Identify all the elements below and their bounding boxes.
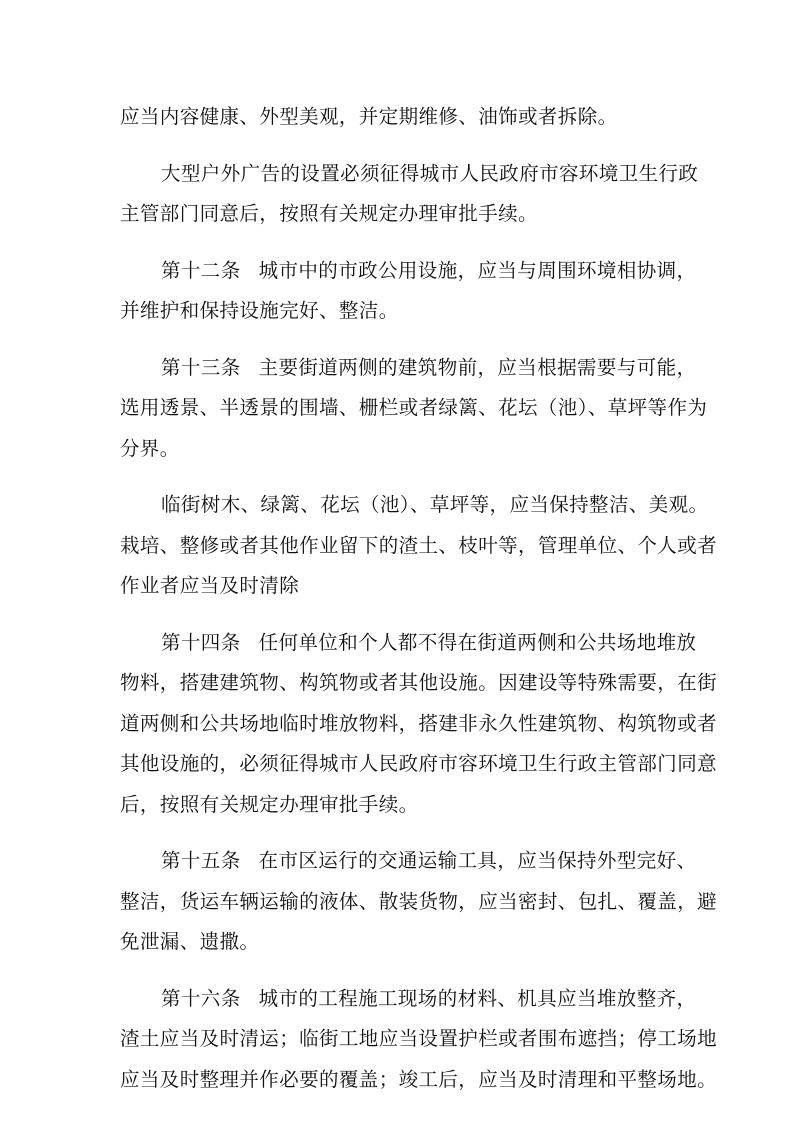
text-line: 栽培、整修或者其他作业留下的渣土、枝叶等，管理单位、个人或者 bbox=[120, 533, 718, 557]
text-line: 后，按照有关规定办理审批手续。 bbox=[120, 792, 419, 816]
text-line: 应当内容健康、外型美观，并定期维修、油饰或者拆除。 bbox=[120, 105, 618, 128]
article-number: 第十二条 bbox=[161, 258, 241, 282]
text-line: 作业者应当及时清除 bbox=[120, 574, 300, 597]
text-line: 渣土应当及时清运；临街工地应当设置护栏或者围布遮挡；停工场地 bbox=[120, 1027, 718, 1050]
text-line: 其他设施的，必须征得城市人民政府市容环境卫生行政主管部门同意 bbox=[120, 752, 718, 775]
text-line: 整洁，货运车辆运输的液体、散装货物，应当密封、包扎、覆盖，避 bbox=[120, 889, 718, 913]
paragraph-outdoor-advertising bbox=[120, 154, 699, 235]
text-line bbox=[120, 623, 697, 664]
text-line: 应当及时整理并作必要的覆盖；竣工后，应当及时清理和平整场地。 bbox=[120, 1067, 718, 1091]
article-text: 主要街道两侧的建筑物前，应当根据需要与可能， bbox=[258, 355, 697, 379]
text-line: 并维护和保持设施完好、整洁。 bbox=[120, 299, 399, 322]
article-12 bbox=[120, 251, 697, 332]
article-14 bbox=[120, 623, 718, 826]
article-13 bbox=[120, 348, 708, 470]
text-line: 分界。 bbox=[120, 436, 180, 460]
text-line: 主管部门同意后，按照有关规定办理审批手续。 bbox=[120, 202, 538, 225]
article-text: 城市的工程施工现场的材料、机具应当堆放整齐， bbox=[258, 986, 697, 1010]
text-line bbox=[120, 251, 697, 292]
text-line bbox=[120, 979, 697, 1020]
article-number: 第十三条 bbox=[161, 355, 241, 379]
text-line: 大型户外广告的设置必须征得城市人民政府市容环境卫生行政 bbox=[161, 161, 699, 185]
text-line bbox=[120, 841, 697, 882]
text-line: 道两侧和公共场地临时堆放物料，搭建非永久性建筑物、构筑物或者 bbox=[120, 711, 718, 735]
text-line bbox=[120, 348, 697, 389]
article-number: 第十六条 bbox=[161, 986, 241, 1010]
text-line: 选用透景、半透景的围墙、栅栏或者绿篱、花坛（池）、草坪等作为 bbox=[120, 396, 708, 419]
paragraph-continuation bbox=[120, 97, 676, 138]
article-text: 任何单位和个人都不得在街道两侧和公共场地堆放 bbox=[258, 630, 697, 654]
article-text: 城市中的市政公用设施，应当与周围环境相协调， bbox=[258, 258, 697, 282]
document-body bbox=[120, 97, 718, 1100]
article-number: 第十五条 bbox=[161, 849, 241, 872]
article-15 bbox=[120, 841, 718, 963]
article-number: 第十四条 bbox=[161, 630, 241, 654]
text-line: 免泄漏、遗撒。 bbox=[120, 930, 260, 953]
paragraph-street-trees bbox=[120, 485, 718, 607]
article-text: 在市区运行的交通运输工具，应当保持外型完好、 bbox=[258, 849, 697, 872]
text-line: 临街树木、绿篱、花坛（池）、草坪等，应当保持整洁、美观。 bbox=[161, 493, 709, 516]
article-16 bbox=[120, 979, 718, 1101]
text-line: 物料，搭建建筑物、构筑物或者其他设施。因建设等特殊需要，在街 bbox=[120, 671, 718, 694]
